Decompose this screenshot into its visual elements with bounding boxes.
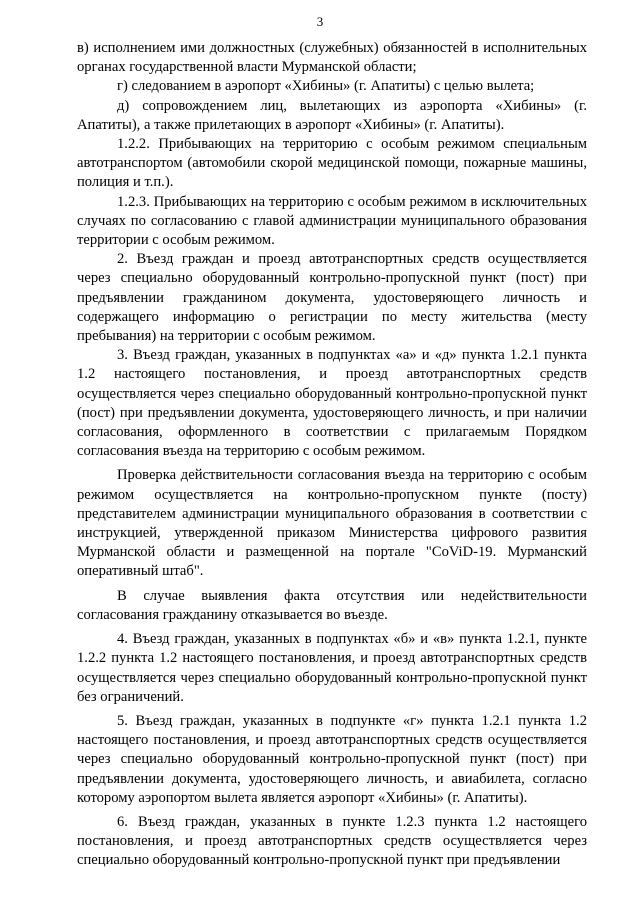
- paragraph-4: 4. Въезд граждан, указанных в подпунктах «б» и «в» пункта 1.2.1, пункте 1.2.2 пункта 1.2 настоящего постановления, и проезд автотранспортных средств осуществляется через специально оборудованный контрольно-пропускной пункт без ограничений.: [77, 631, 587, 705]
- paragraph-5: 5. Въезд граждан, указанных в подпункте «г» пункта 1.2.1 пункта 1.2 настоящего постановления, и проезд автотранспортных средств осуществляется через специально оборудованный контрольно-пропускной пункт (пост) при предъявлении документа, удостоверяющего личность, и авиабилета, согласно которому аэропортом вылета является аэропорт «Хибины» (г. Апатиты).: [77, 712, 587, 806]
- page-number: 3: [316, 14, 324, 29]
- paragraph-refusal: В случае выявления факта отсутствия или недействительности согласования гражданину отказывается во въезде.: [77, 587, 587, 623]
- paragraph-3: 3. Въезд граждан, указанных в подпунктах «а» и «д» пункта 1.2.1 пункта 1.2 настоящего постановления, и проезд автотранспортных средств осуществляется через специально оборудованный контрольно-пропускной пункт (пост) при предъявлении документа, удостоверяющего личность, и при наличии согласования, оформленного в соответствии с прилагаемым Порядком согласования въезда на территорию с особым режимом.: [77, 347, 587, 460]
- paragraph-2: 2. Въезд граждан и проезд автотранспортных средств осуществляется через специально оборудованный контрольно-пропускной пункт (пост) при предъявлении гражданином документа, удостоверяющего личность и содержащего информацию о регистрации по месту жительства (месту пребывания) на территории с особым режимом.: [77, 251, 587, 345]
- paragraph-item-d: д) сопровождением лиц, вылетающих из аэропорта «Хибины» (г. Апатиты), а также прилетающих в аэропорт «Хибины» (г. Апатиты).: [77, 97, 587, 133]
- paragraph-1-2-2: 1.2.2. Прибывающих на территорию с особым режимом специальным автотранспортом (автомобили скорой медицинской помощи, пожарные машины, полиция и т.п.).: [77, 136, 587, 191]
- paragraph-item-v: в) исполнением ими должностных (служебных) обязанностей в исполнительных органах государственной власти Мурманской области;: [77, 40, 587, 76]
- paragraph-1-2-3: 1.2.3. Прибывающих на территорию с особым режимом в исключительных случаях по согласованию с главой администрации муниципального образования территории с особым режимом.: [77, 193, 587, 249]
- paragraph-item-g: г) следованием в аэропорт «Хибины» (г. Апатиты) с целью вылета;: [117, 78, 535, 95]
- paragraph-6: 6. Въезд граждан, указанных в пункте 1.2.3 пункта 1.2 настоящего постановления, и проезд автотранспортных средств осуществляется через специально оборудованный контрольно-пропускной пункт при предъявлении: [77, 813, 587, 869]
- document-body: [77, 39, 587, 871]
- paragraph-verification: Проверка действительности согласования въезда на территорию с особым режимом осуществляется на контрольно-пропускном пункте (посту) представителем администрации муниципального образования в соответствии с инструкцией, утвержденной приказом Министерства цифрового развития Мурманской области и размещенной на портале "CoViD-19. Мурманский оперативный штаб".: [77, 467, 587, 580]
